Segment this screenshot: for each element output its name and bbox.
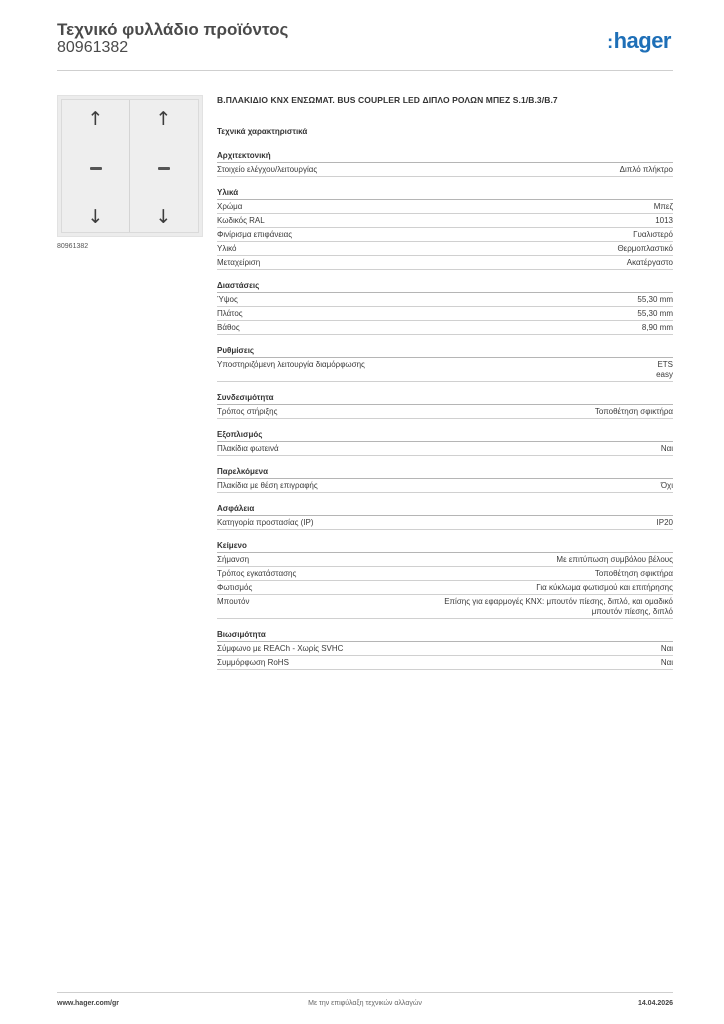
switch-plate: [61, 99, 199, 233]
spec-label: Ύψος: [217, 294, 238, 304]
spec-row: [217, 358, 673, 382]
arrow-down-icon: ↓: [155, 206, 172, 228]
section-title: Συνδεσιμότητα: [217, 393, 673, 405]
spec-row: [217, 214, 673, 228]
spec-value-line: Ναι: [660, 657, 673, 667]
spec-value: [661, 644, 673, 654]
spec-row: [217, 242, 673, 256]
spec-value-line: Επίσης για εφαρμογές KNX: μπουτόν πίεσης, διπλό, και ομαδικό: [444, 596, 673, 606]
spec-value: [633, 230, 673, 240]
spec-value: [444, 597, 673, 617]
footer-website[interactable]: www.hager.com/gr: [57, 1000, 119, 1007]
rocker-right: [130, 100, 197, 232]
spec-value: [661, 444, 673, 454]
spec-row: [217, 581, 673, 595]
spec-value: [656, 360, 673, 380]
spec-row: [217, 479, 673, 493]
spec-section: [217, 151, 673, 177]
spec-row: [217, 442, 673, 456]
logo-text: hager: [613, 28, 671, 53]
spec-section: [217, 630, 673, 670]
spec-section: [217, 504, 673, 530]
spec-value-line: Τοποθέτηση σφικτήρα: [594, 406, 673, 416]
spec-section: [217, 188, 673, 270]
spec-label: Χρώμα: [217, 201, 243, 211]
spec-value-line: Θερμοπλαστικό: [617, 243, 673, 253]
spec-value-line: easy: [656, 369, 673, 379]
spec-row: [217, 321, 673, 335]
footer-date: 14.04.2026: [637, 1000, 673, 1007]
spec-value-line: 8,90 mm: [641, 322, 673, 332]
spec-value-line: 55,30 mm: [637, 308, 673, 318]
spec-label: Βάθος: [217, 322, 240, 332]
spec-label: Τρόπος στήριξης: [217, 406, 278, 416]
spec-value: [642, 323, 673, 333]
spec-row: [217, 307, 673, 321]
arrow-down-icon: ↓: [87, 206, 104, 228]
spec-label: Υποστηριζόμενη λειτουργία διαμόρφωσης: [217, 359, 365, 369]
section-title: Υλικά: [217, 188, 673, 200]
spec-label: Φωτισμός: [217, 582, 253, 592]
spec-label: Στοιχείο ελέγχου/λειτουργίας: [217, 164, 318, 174]
spec-label: Φινίρισμα επιφάνειας: [217, 229, 293, 239]
spec-value-line: Διπλό πλήκτρο: [619, 164, 673, 174]
spec-row: [217, 256, 673, 270]
spec-value-line: Με επιτύπωση συμβόλου βέλους: [556, 554, 673, 564]
spec-row: [217, 567, 673, 581]
spec-label: Μεταχείριση: [217, 257, 261, 267]
spec-section: [217, 281, 673, 335]
spec-value-line: Όχι: [660, 480, 673, 490]
spec-value-line: 1013: [655, 215, 673, 225]
spec-label: Σύμφωνο με REACh - Χωρίς SVHC: [217, 643, 344, 653]
spec-sections: [217, 151, 673, 670]
spec-label: Μπουτόν: [217, 596, 250, 606]
spec-value-line: IP20: [656, 517, 673, 527]
spec-section: [217, 430, 673, 456]
spec-value-line: Ναι: [660, 643, 673, 653]
spec-row: [217, 553, 673, 567]
product-image: [57, 95, 203, 237]
spec-value: [654, 202, 673, 212]
section-title: Εξοπλισμός: [217, 430, 673, 442]
spec-value-line: Μπεζ: [653, 201, 673, 211]
spec-value: [627, 258, 673, 268]
product-title: Β.ΠΛΑΚΙΔΙΟ KNX ΕΝΣΩΜΑΤ. BUS COUPLER LED ΔΙΠΛΟ ΡΟΛΩΝ ΜΠΕΖ S.1/B.3/B.7: [217, 95, 558, 105]
spec-value: [620, 165, 673, 175]
led-indicator: [158, 167, 170, 170]
arrow-up-icon: ↑: [87, 108, 104, 130]
spec-label: Κωδικός RAL: [217, 215, 265, 225]
spec-row: [217, 200, 673, 214]
spec-label: Υλικό: [217, 243, 237, 253]
section-title: Κείμενο: [217, 541, 673, 553]
document-title: Τεχνικό φυλλάδιο προϊόντος: [57, 20, 289, 39]
section-title: Αρχιτεκτονική: [217, 151, 673, 163]
spec-section: [217, 346, 673, 382]
spec-value-line: Γυαλιστερό: [633, 229, 673, 239]
section-title: Παρελκόμενα: [217, 467, 673, 479]
spec-value: [595, 569, 673, 579]
specs-heading: Τεχνικά χαρακτηριστικά: [217, 127, 308, 136]
spec-row: [217, 642, 673, 656]
spec-label: Σήμανση: [217, 554, 250, 564]
spec-value: [617, 244, 673, 254]
spec-value-line: μπουτόν πίεσης, διπλό: [591, 606, 673, 616]
spec-value: [556, 555, 673, 565]
spec-label: Πλακίδια με θέση επιγραφής: [217, 480, 318, 490]
led-indicator: [90, 167, 102, 170]
spec-label: Συμμόρφωση RoHS: [217, 657, 289, 667]
spec-section: [217, 541, 673, 619]
section-title: Διαστάσεις: [217, 281, 673, 293]
spec-content: [217, 95, 673, 681]
spec-row: [217, 516, 673, 530]
spec-label: Κατηγορία προστασίας (IP): [217, 517, 314, 527]
spec-value-line: 55,30 mm: [637, 294, 673, 304]
spec-value: [637, 295, 673, 305]
section-title: Βιωσιμότητα: [217, 630, 673, 642]
section-title: Ρυθμίσεις: [217, 346, 673, 358]
spec-value: [661, 658, 673, 668]
spec-value: [655, 216, 673, 226]
spec-value: [637, 309, 673, 319]
hager-logo: [607, 28, 671, 54]
spec-value-line: Τοποθέτηση σφικτήρα: [594, 568, 673, 578]
page-footer: [57, 992, 673, 1009]
spec-value: [661, 481, 673, 491]
spec-value: [657, 518, 673, 528]
spec-row: [217, 595, 673, 619]
logo-dots: :: [607, 32, 613, 52]
image-caption: 80961382: [57, 243, 89, 250]
spec-value-line: Ναι: [660, 443, 673, 453]
spec-value: [595, 407, 673, 417]
arrow-up-icon: ↑: [155, 108, 172, 130]
spec-value-line: Για κύκλωμα φωτισμού και επιτήρησης: [536, 582, 673, 592]
spec-row: [217, 293, 673, 307]
rocker-left: [62, 100, 130, 232]
spec-label: Πλάτος: [217, 308, 243, 318]
footer-note: Με την επιφύλαξη τεχνικών αλλαγών: [308, 1000, 422, 1007]
product-number: 80961382: [57, 39, 129, 56]
spec-row: [217, 405, 673, 419]
spec-label: Πλακίδια φωτεινά: [217, 443, 279, 453]
section-title: Ασφάλεια: [217, 504, 673, 516]
spec-value-line: ETS: [657, 359, 673, 369]
spec-value-line: Ακατέργαστο: [626, 257, 673, 267]
spec-section: [217, 393, 673, 419]
spec-row: [217, 163, 673, 177]
page-header: [57, 20, 673, 71]
spec-section: [217, 467, 673, 493]
spec-row: [217, 228, 673, 242]
spec-value: [536, 583, 673, 593]
spec-row: [217, 656, 673, 670]
spec-label: Τρόπος εγκατάστασης: [217, 568, 297, 578]
